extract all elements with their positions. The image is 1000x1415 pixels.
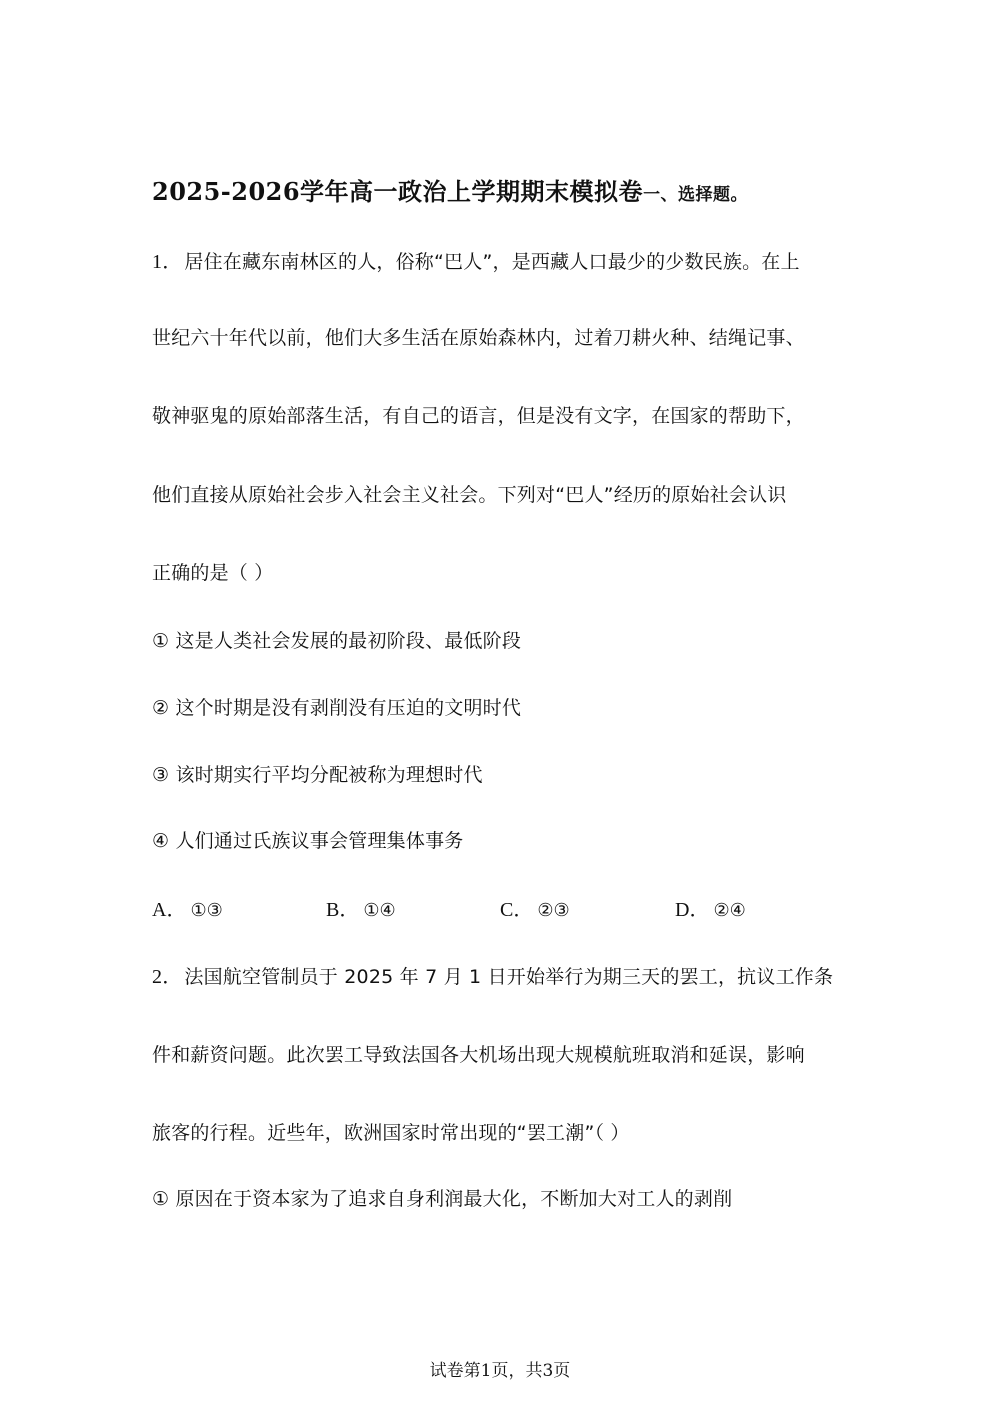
q1-line-5: 正确的是（ ） [152,562,274,584]
q1-line-1: 1． 居住在藏东南林区的人，俗称“巴人”，是西藏人口最少的少数民族。在上 [152,251,800,273]
page-footer: 试卷第1页，共3页 [429,1361,571,1381]
q2-line-2: 件和薪资问题。此次罢工导致法国各大机场出现大规模航班取消和延误，影响 [152,1044,805,1066]
q2-line-1: 2． 法国航空管制员于 2025 年 7 月 1 日开始举行为期三天的罢工，抗议工作条 [152,966,834,988]
q1-statement-2: ② 这个时期是没有剥削没有压迫的文明时代 [152,697,522,719]
page-title [152,172,748,207]
q1-statement-3: ③ 该时期实行平均分配被称为理想时代 [152,764,483,786]
q1-option-d[interactable]: D． ②④ [675,899,746,921]
section-heading: 一、选择题。 [643,185,749,205]
q1-option-a[interactable]: A． ①③ [152,899,223,921]
q2-statement-1: ① 原因在于资本家为了追求自身利润最大化，不断加大对工人的剥削 [152,1188,733,1210]
q1-line-2: 世纪六十年代以前，他们大多生活在原始森林内，过着刀耕火种、结绳记事、 [152,327,805,349]
q1-statement-1: ① 这是人类社会发展的最初阶段、最低阶段 [152,630,522,652]
q1-number: 1． [152,251,183,273]
q1-statement-4: ④ 人们通过氏族议事会管理集体事务 [152,830,464,852]
q1-line-4: 他们直接从原始社会步入社会主义社会。下列对“巴人”经历的原始社会认识 [152,484,787,506]
q1-option-b[interactable]: B． ①④ [326,899,396,921]
title-main: 2025-2026学年高一政治上学期期末模拟卷 [152,177,644,206]
q2-line-3: 旅客的行程。近些年，欧洲国家时常出现的“罢工潮”（ ） [152,1122,630,1144]
q1-option-c[interactable]: C． ②③ [500,899,570,921]
q1-line-3: 敬神驱鬼的原始部落生活，有自己的语言，但是没有文字，在国家的帮助下， [152,405,805,427]
q2-number: 2． [152,966,183,988]
